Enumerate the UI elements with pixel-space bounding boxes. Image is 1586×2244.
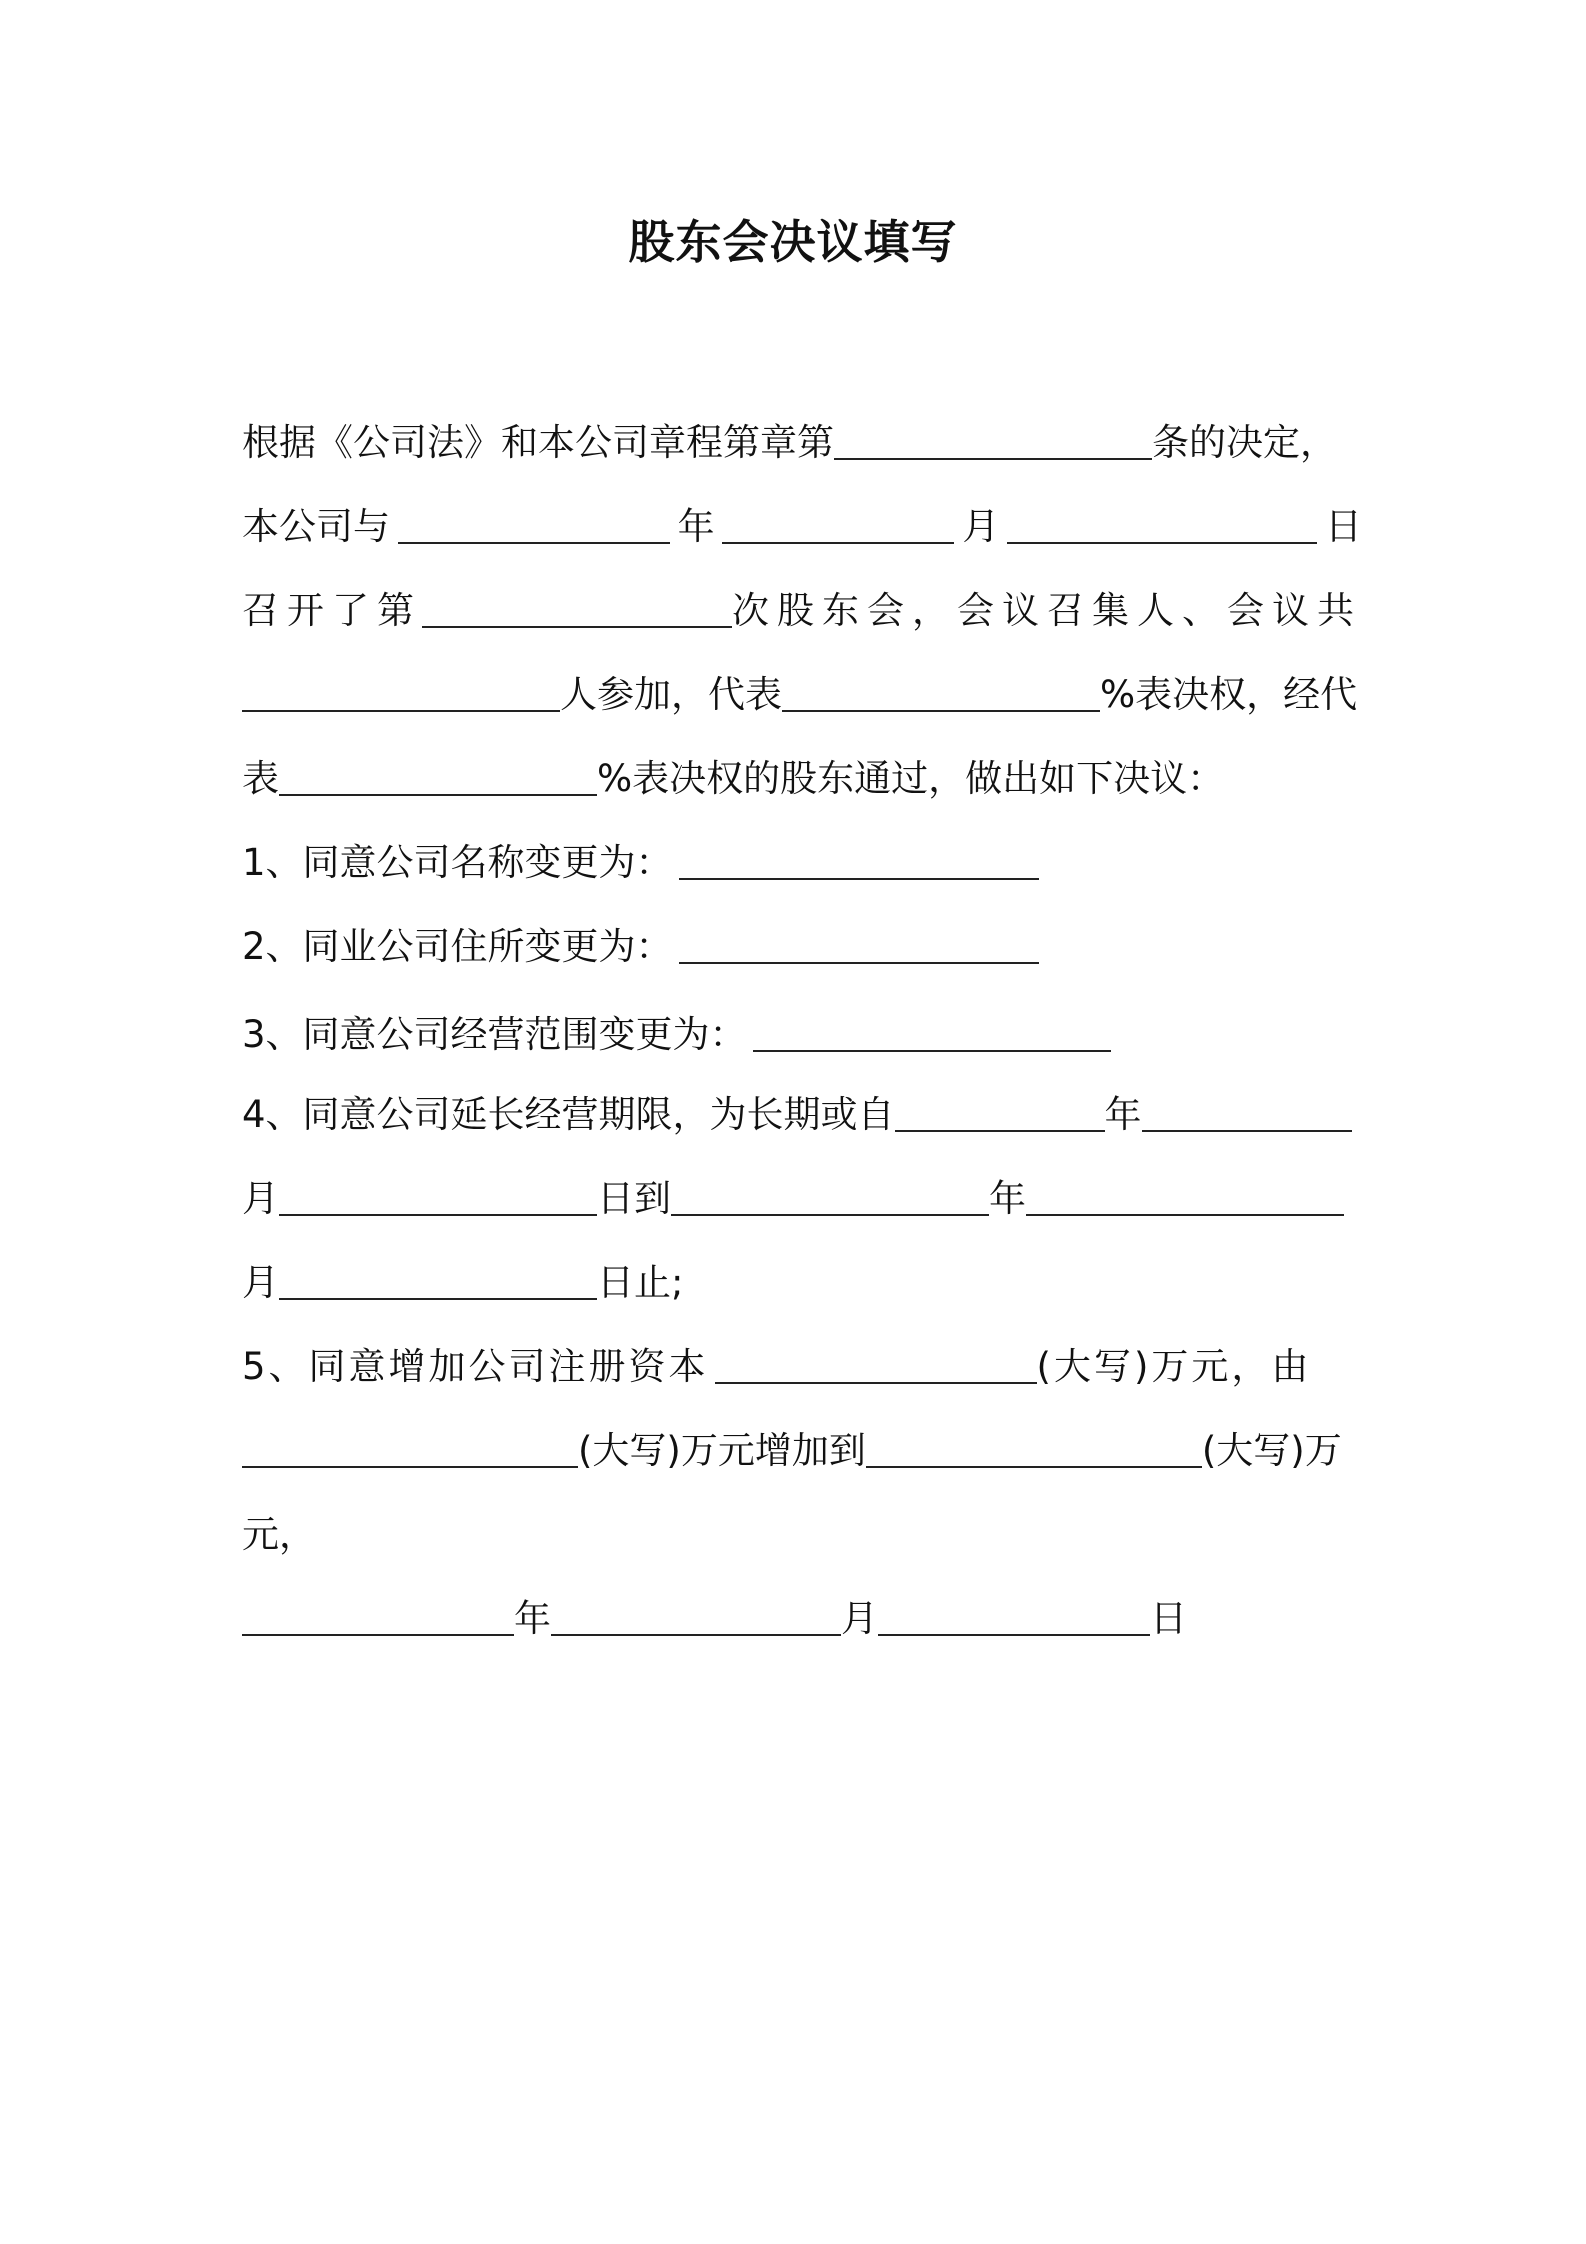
fill-blank-meeting-number[interactable] (422, 625, 732, 628)
text-segment: 日到 (597, 1177, 671, 1220)
text-segment: 月 (242, 1261, 279, 1304)
paragraph-line-3 (242, 580, 1362, 636)
fill-blank-start-month[interactable] (1142, 1129, 1352, 1132)
text-segment: 本公司与 (242, 505, 390, 548)
resolution-item-2 (242, 916, 1362, 972)
fill-blank-capital-from[interactable] (242, 1465, 578, 1468)
fill-blank-sign-day[interactable] (878, 1633, 1150, 1636)
fill-blank-year[interactable] (398, 541, 670, 544)
fill-blank-sign-year[interactable] (242, 1633, 514, 1636)
resolution-item-5-line-2 (242, 1420, 1362, 1476)
text-segment: 年 (989, 1177, 1026, 1220)
text-segment: (大写)万元增加到 (578, 1429, 866, 1472)
text-segment: 元， (242, 1513, 316, 1556)
resolution-item-5-line-3 (242, 1504, 1362, 1560)
fill-blank-end-year[interactable] (671, 1213, 989, 1216)
fill-blank-start-year[interactable] (895, 1129, 1105, 1132)
fill-blank-day[interactable] (1007, 541, 1317, 544)
text-segment: 日 (1150, 1597, 1187, 1640)
text-segment: %表决权，经代 (1100, 673, 1358, 716)
paragraph-line-4 (242, 664, 1362, 720)
text-segment: 召开了第 (242, 589, 422, 632)
fill-blank-attendees[interactable] (242, 709, 560, 712)
resolution-item-1 (242, 832, 1362, 888)
text-segment: 月 (242, 1177, 279, 1220)
fill-blank-capital-to[interactable] (866, 1465, 1202, 1468)
fill-blank-voting-percent[interactable] (782, 709, 1100, 712)
text-segment: 日止; (597, 1261, 684, 1304)
fill-blank-month[interactable] (722, 541, 954, 544)
fill-blank-approval-percent[interactable] (279, 793, 597, 796)
resolution-item-4-line-1 (242, 1084, 1362, 1140)
resolution-item-4-line-2 (242, 1168, 1362, 1224)
fill-blank-end-month[interactable] (1026, 1213, 1344, 1216)
text-segment: 根据《公司法》和本公司章程第章第 (242, 421, 834, 464)
text-segment: 年 (1104, 1093, 1142, 1136)
resolution-item-4-line-3 (242, 1252, 1362, 1308)
paragraph-line-2 (242, 496, 1362, 552)
fill-blank-end-day[interactable] (279, 1297, 597, 1300)
paragraph-line-1 (242, 412, 1362, 468)
paragraph-line-5 (242, 748, 1362, 804)
text-segment: 次股东会，会议召集人、会议共 (732, 589, 1362, 632)
fill-blank-business-scope[interactable] (753, 1049, 1111, 1052)
fill-blank-sign-month[interactable] (551, 1633, 841, 1636)
text-segment: (大写)万元，由 (1036, 1345, 1312, 1388)
text-segment: 1、同意公司名称变更为： (242, 841, 673, 884)
fill-blank-start-day[interactable] (279, 1213, 597, 1216)
text-segment: %表决权的股东通过，做出如下决议： (597, 757, 1225, 800)
text-segment: 人参加，代表 (560, 673, 782, 716)
text-segment: 2、同业公司住所变更为： (242, 925, 673, 968)
text-segment: 3、同意公司经营范围变更为： (242, 1013, 747, 1056)
resolution-item-3 (242, 1004, 1362, 1060)
fill-blank-capital-increase[interactable] (715, 1381, 1037, 1384)
text-segment: 4、同意公司延长经营期限，为长期或自 (242, 1093, 895, 1136)
document-title: 股东会决议填写 (628, 215, 958, 269)
text-segment: 月 (841, 1597, 878, 1640)
signature-date-line (242, 1588, 1362, 1644)
text-segment: 日 (1324, 505, 1362, 548)
resolution-item-5-line-1 (242, 1336, 1362, 1392)
fill-blank-company-name[interactable] (679, 877, 1039, 880)
text-segment: 年 (514, 1597, 551, 1640)
text-segment: (大写)万 (1201, 1429, 1342, 1472)
text-segment: 表 (242, 757, 279, 800)
text-segment: 条的决定， (1152, 421, 1337, 464)
fill-blank-company-address[interactable] (679, 961, 1039, 964)
text-segment: 月 (962, 505, 1000, 548)
text-segment: 年 (677, 505, 715, 548)
fill-blank-chapter-article[interactable] (834, 457, 1152, 460)
text-segment: 5、同意增加公司注册资本 (242, 1345, 709, 1388)
